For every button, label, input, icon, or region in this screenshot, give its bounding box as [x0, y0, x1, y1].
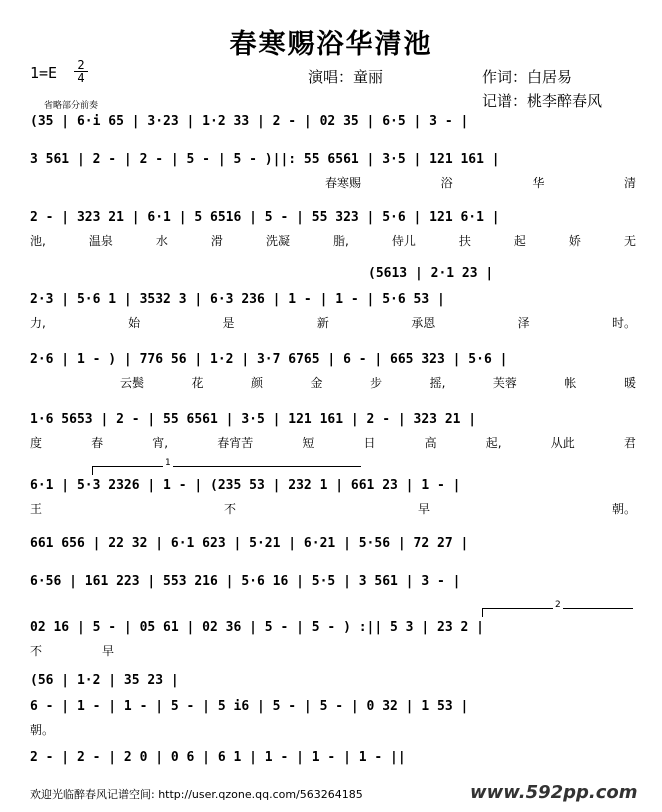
- song-title: 春寒赐浴华清池: [229, 29, 433, 60]
- lyric-syllable: 摇,: [429, 376, 446, 390]
- staff-line: 2·3 | 5·6 1 | 3532 3 | 6·3 236 | 1 - | 1 - | 5·6 53 |: [30, 292, 445, 307]
- time-signature: [74, 60, 88, 84]
- lyric-syllable: 娇: [568, 234, 581, 248]
- lyrics-line: [30, 232, 636, 250]
- lyric-syllable: 步: [370, 376, 383, 390]
- lyric-syllable: 从此: [550, 436, 575, 450]
- lyric-syllable: 清: [623, 176, 636, 190]
- lyric-syllable: 王: [30, 502, 43, 516]
- lyric-syllable: 力,: [30, 316, 46, 330]
- lyric-syllable: 无: [623, 234, 636, 248]
- lyric-syllable: 泽: [517, 316, 530, 330]
- lyric-syllable: 短: [302, 436, 315, 450]
- lyricist-credit: 作词：白居易: [482, 68, 573, 86]
- staff-line: 6·1 | 5·3 2326 | 1 - | (235 53 | 232 1 | 661 23 | 1 - |: [30, 478, 461, 493]
- staff-line: 3 561 | 2 - | 2 - | 5 - | 5 - )||: 55 6561 | 3·5 | 121 161 |: [30, 152, 500, 167]
- staff-line: (35 | 6·i 65 | 3·23 | 1·2 33 | 2 - | 02 35 | 6·5 | 3 - |: [30, 114, 469, 129]
- lyric-syllable: 脂,: [332, 234, 349, 248]
- lyric-syllable: 新: [316, 316, 329, 330]
- lyric-syllable: 花: [191, 376, 204, 390]
- lyric-syllable: 承恩: [411, 316, 436, 330]
- lyric-syllable: 日: [363, 436, 376, 450]
- volta-number: 1: [165, 458, 171, 468]
- volta-number: 2: [555, 600, 561, 610]
- lyric-syllable: 朝。: [611, 502, 636, 516]
- time-signature-top: 2: [77, 58, 85, 72]
- lyrics-line: [325, 174, 636, 192]
- lyric-syllable: 宵,: [152, 436, 169, 450]
- staff-line: 2 - | 323 21 | 6·1 | 5 6516 | 5 - | 55 323 | 5·6 | 121 6·1 |: [30, 210, 500, 225]
- lyric-syllable: 侍儿: [391, 234, 416, 248]
- staff-line: 1·6 5653 | 2 - | 55 6561 | 3·5 | 121 161 | 2 - | 323 21 |: [30, 412, 477, 427]
- lyric-syllable: 滑: [210, 234, 223, 248]
- singer-credit: 演唱：童丽: [308, 68, 384, 86]
- lyrics-line: [30, 434, 636, 452]
- lyric-syllable: 时。: [611, 316, 636, 330]
- key-signature: 1=E: [30, 64, 58, 82]
- lyric-syllable: 早: [417, 502, 430, 516]
- pre-staff-line: (5613 | 2·1 23 |: [368, 266, 494, 281]
- lyric-syllable: 春: [91, 436, 104, 450]
- lyric-syllable: 朝。: [30, 723, 55, 737]
- lyric-syllable: 不: [223, 502, 236, 516]
- time-signature-bottom: 4: [77, 71, 85, 85]
- lyric-syllable: 水: [155, 234, 168, 248]
- staff-line: 02 16 | 5 - | 05 61 | 02 36 | 5 - | 5 - ) :|| 5 3 | 23 2 |: [30, 620, 484, 635]
- staff-line: 661 656 | 22 32 | 6·1 623 | 5·21 | 6·21 | 5·56 | 72 27 |: [30, 536, 469, 551]
- staff-line: 6 - | 1 - | 1 - | 5 - | 5 i6 | 5 - | 5 - | 0 32 | 1 53 |: [30, 699, 469, 714]
- volta-bracket: [482, 600, 633, 617]
- site-logo: www.592pp.com: [470, 782, 638, 803]
- lyric-syllable: 暖: [623, 376, 636, 390]
- lyrics-line: [30, 314, 636, 332]
- lyric-syllable: 华: [532, 176, 545, 190]
- lyric-syllable: 春寒赐: [325, 176, 362, 190]
- lyrics-line: [120, 374, 636, 392]
- staff-line: 2·6 | 1 - ) | 776 56 | 1·2 | 3·7 6765 | 6 - | 665 323 | 5·6 |: [30, 352, 508, 367]
- lyric-syllable: 早: [102, 644, 115, 658]
- lyric-syllable: 金: [310, 376, 323, 390]
- staff-line: 2 - | 2 - | 2 0 | 0 6 | 6 1 | 1 - | 1 - | 1 - ||: [30, 750, 406, 765]
- lyric-syllable: 芙蓉: [492, 376, 517, 390]
- lyric-syllable: 池,: [30, 234, 46, 248]
- lyric-syllable: 度: [30, 436, 43, 450]
- lyric-syllable: 起,: [485, 436, 502, 450]
- lyric-syllable: 温泉: [88, 234, 113, 248]
- lyric-syllable: 颜: [251, 376, 264, 390]
- lyric-syllable: 不: [30, 644, 43, 658]
- lyric-syllable: 是: [222, 316, 235, 330]
- pre-staff-line: (56 | 1·2 | 35 23 |: [30, 673, 179, 688]
- lyric-syllable: 洗凝: [265, 234, 290, 248]
- lyrics-line: [30, 500, 636, 518]
- lyric-syllable: 春宵苦: [217, 436, 254, 450]
- lyric-syllable: 起: [513, 234, 526, 248]
- lyric-syllable: 君: [623, 436, 636, 450]
- lyrics-line: [30, 642, 636, 660]
- transcriber-credit: 记谱：桃李醉春风: [482, 92, 603, 110]
- volta-bracket: [92, 458, 361, 475]
- lyric-syllable: 始: [128, 316, 141, 330]
- omitted-intro-note: 省略部分前奏: [44, 101, 99, 111]
- lyric-syllable: 帐: [564, 376, 577, 390]
- footer-text: 欢迎光临醉春风记谱空间: http://user.qzone.qq.com/563264185: [30, 788, 363, 801]
- lyric-syllable: 扶: [458, 234, 471, 248]
- staff-line: 6·56 | 161 223 | 553 216 | 5·6 16 | 5·5 | 3 561 | 3 - |: [30, 574, 461, 589]
- lyric-syllable: 高: [424, 436, 437, 450]
- lyrics-line: [30, 721, 636, 739]
- lyric-syllable: 浴: [440, 176, 453, 190]
- lyric-syllable: 云鬓: [120, 376, 145, 390]
